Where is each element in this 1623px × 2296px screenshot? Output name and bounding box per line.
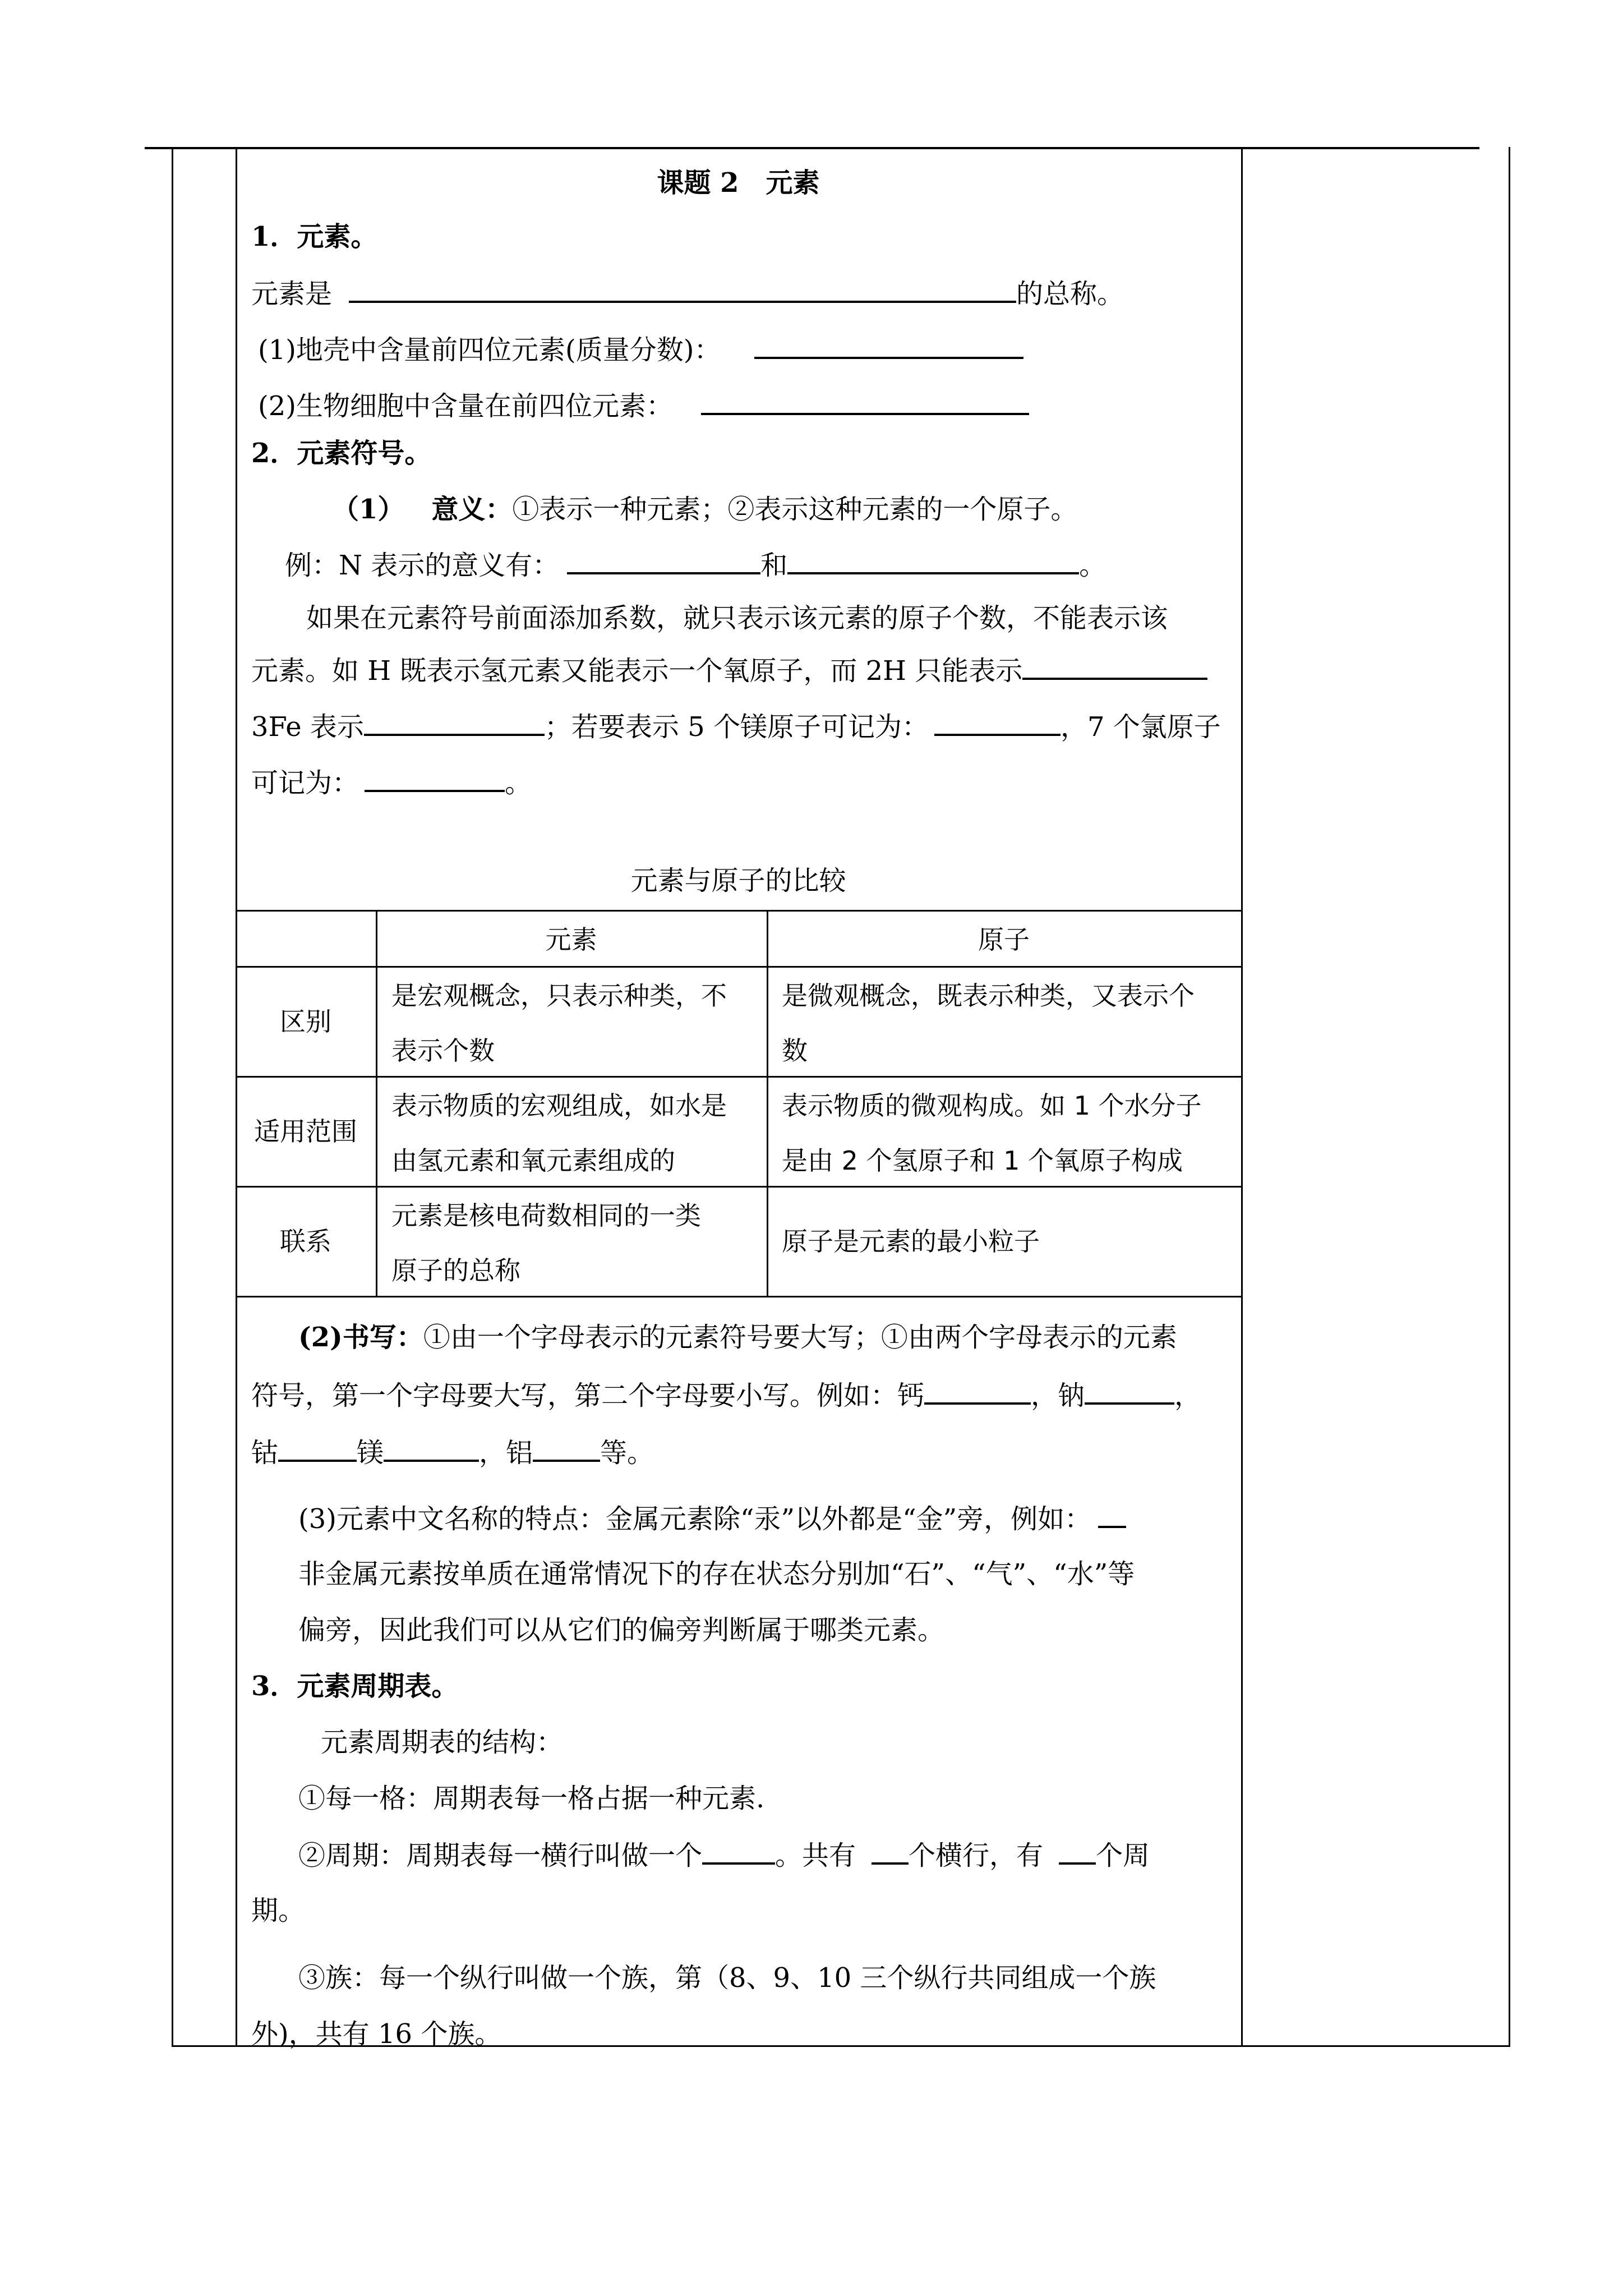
meaning-number: （1） [332, 494, 405, 525]
periodic-period [298, 1838, 1150, 1872]
blank [702, 1838, 775, 1865]
blank [384, 1435, 479, 1462]
section1-heading: 1．元素。 [251, 221, 378, 252]
row3-element-line1: 元素是核电荷数相同的一类 [391, 1200, 701, 1231]
table-row-line-2 [236, 1076, 1241, 1078]
blank [349, 276, 1016, 303]
naming-line1 [298, 1501, 1126, 1536]
cell-label: (2)生物细胞中含量在前四位元素： [258, 390, 673, 422]
top-rule [145, 147, 1479, 149]
example-and: 和 [760, 550, 788, 581]
periodic-cell: ①每一格：周期表每一格占据一种元素. [298, 1783, 765, 1814]
row1-element-line2: 表示个数 [391, 1036, 495, 1066]
writing-line3d: 等。 [600, 1437, 654, 1469]
blank [787, 547, 1079, 574]
def-prefix: 元素是 [251, 278, 333, 310]
meaning-text: ①表示一种元素；②表示这种元素的一个原子。 [512, 494, 1078, 525]
blank [364, 709, 545, 736]
left-border [172, 147, 173, 2047]
row-label-scope: 适用范围 [254, 1116, 357, 1147]
para-line4a: 可记为： [251, 767, 359, 799]
row1-element-line1: 是宏观概念，只表示种类，不 [391, 981, 727, 1011]
period-c: 个横行，有 [909, 1840, 1044, 1871]
period-d: 个周 [1096, 1840, 1150, 1871]
period-a: ②周期：周期表每一横行叫做一个 [298, 1840, 703, 1871]
table-bottom-line [236, 1296, 1241, 1297]
blank [924, 1378, 1031, 1405]
coefficient-para-line1: 如果在元素符号前面添加系数，就只表示该元素的原子个数，不能表示该 [306, 602, 1168, 634]
table-col-line-2 [767, 910, 768, 1296]
para-line2-text: 元素。如 H 既表示氢元素又能表示一个氧原子，而 2H 只能表示 [251, 655, 1023, 687]
row2-element-line1: 表示物质的宏观组成，如水是 [391, 1091, 727, 1121]
period-b: 。共有 [775, 1840, 856, 1871]
row3-atom-line1: 原子是元素的最小粒子 [782, 1226, 1040, 1257]
row2-atom-line1: 表示物质的微观构成。如 1 个水分子 [782, 1091, 1202, 1121]
coefficient-para-line4 [251, 765, 532, 800]
writing-line1-text: ①由一个字母表示的元素符号要大写；①由两个字母表示的元素 [423, 1322, 1177, 1353]
section2-heading: 2．元素符号。 [251, 438, 432, 469]
row3-element-line2: 原子的总称 [391, 1255, 520, 1286]
para-line3c: ，7 个氯原子 [1060, 711, 1221, 743]
naming-line3: 偏旁，因此我们可以从它们的偏旁判断属于哪类元素。 [298, 1614, 945, 1646]
row2-atom-line2: 是由 2 个氢原子和 1 个氧原子构成 [782, 1145, 1183, 1176]
writing-line2a: 符号，第一个字母要大写，第二个字母要小写。例如：钙 [251, 1380, 925, 1411]
inner-left-border [236, 147, 237, 2047]
para-line3a: 3Fe 表示 [251, 711, 364, 743]
cell-question [258, 388, 1029, 423]
crust-label: (1)地壳中含量前四位元素(质量分数)： [258, 334, 721, 366]
row1-atom-line1: 是微观概念，既表示种类，又表示个 [782, 981, 1195, 1011]
table-row-line-1 [236, 966, 1241, 968]
blank [1059, 1838, 1096, 1865]
row1-atom-line2: 数 [782, 1036, 808, 1066]
naming-line1-text: (3)元素中文名称的特点：金属元素除“汞”以外都是“金”旁，例如： [298, 1503, 1092, 1535]
blank [567, 547, 760, 574]
meaning-label: 意义： [431, 494, 513, 525]
para-line4b: 。 [505, 767, 532, 799]
row-label-difference: 区别 [280, 1006, 331, 1037]
table-row-line-3 [236, 1186, 1241, 1188]
element-definition [251, 276, 1124, 311]
writing-line3b: 镁 [357, 1437, 384, 1469]
page-title: 课题 2 元素 [657, 167, 820, 199]
writing-line2b: ，钠 [1031, 1380, 1085, 1411]
example-end: 。 [1079, 550, 1106, 581]
header-atom: 原子 [978, 924, 1030, 955]
blank [533, 1435, 600, 1462]
periodic-group-line1: ③族：每一个纵行叫做一个族，第（8、9、10 三个纵行共同组成一个族 [298, 1962, 1156, 1994]
coefficient-para-line2 [251, 653, 1207, 688]
blank [1022, 653, 1207, 680]
crust-question [258, 332, 1023, 367]
example-line [285, 547, 1106, 582]
blank [365, 765, 505, 792]
writing-line1 [298, 1320, 1177, 1354]
blank [934, 709, 1061, 736]
right-border [1509, 147, 1510, 2047]
writing-label: (2)书写： [298, 1322, 423, 1353]
row2-element-line2: 由氢元素和氧元素组成的 [391, 1145, 675, 1176]
example-prefix: 例：N 表示的意义有： [285, 550, 560, 581]
writing-line2c: ， [1174, 1380, 1202, 1411]
comparison-caption: 元素与原子的比较 [630, 865, 846, 896]
blank [278, 1435, 357, 1462]
periodic-period-end: 期。 [251, 1895, 306, 1926]
writing-line3 [251, 1435, 654, 1470]
table-col-line-1 [376, 910, 377, 1296]
blank [872, 1838, 909, 1865]
periodic-group-line2: 外)，共有 16 个族。 [251, 2018, 502, 2050]
blank [701, 388, 1029, 415]
inner-right-border [1241, 147, 1243, 2047]
section3-heading: 3．元素周期表。 [251, 1671, 459, 1702]
blank [754, 332, 1023, 359]
coefficient-para-line3 [251, 709, 1221, 744]
table-top-line [236, 910, 1241, 912]
header-element: 元素 [545, 924, 597, 955]
blank [1085, 1378, 1174, 1405]
writing-line2 [251, 1378, 1201, 1412]
def-suffix: 的总称。 [1016, 278, 1124, 310]
para-line3b: ；若要表示 5 个镁原子可记为： [544, 711, 929, 743]
writing-line3a: 钴 [251, 1437, 279, 1469]
blank [1098, 1501, 1126, 1528]
row-label-relation: 联系 [280, 1226, 331, 1257]
meaning-line [332, 493, 1077, 526]
naming-line2: 非金属元素按单质在通常情况下的存在状态分别加“石”、“气”、“水”等 [298, 1558, 1135, 1590]
writing-line3c: ，铝 [479, 1437, 533, 1469]
periodic-structure: 元素周期表的结构： [321, 1727, 564, 1758]
